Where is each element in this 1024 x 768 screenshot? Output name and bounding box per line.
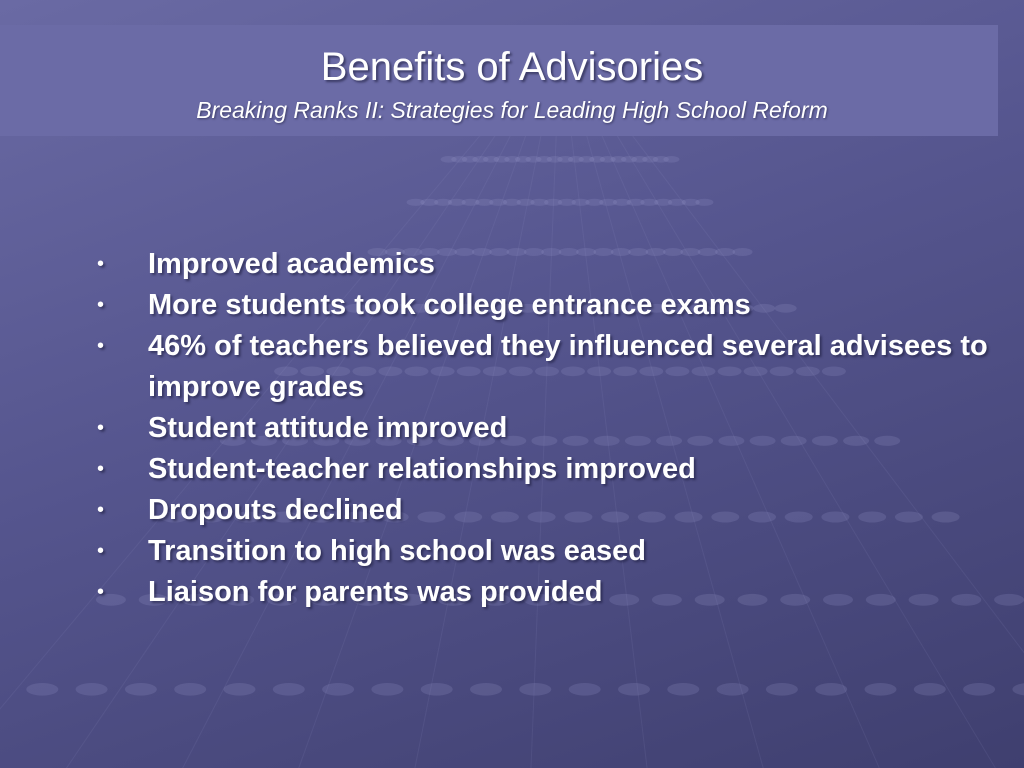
list-item [0,285,1000,326]
bullet-text: Transition to high school was eased [148,535,646,567]
list-item [0,531,1000,572]
bullet-text: Improved academics [148,248,435,280]
list-item [0,490,1000,531]
list-item [0,244,1000,285]
bullet-text: Student-teacher relationships improved [148,453,696,485]
bullet-text: More students took college entrance exams [148,289,751,321]
slide-title: Benefits of Advisories [320,45,704,89]
bullet-icon: • [97,253,105,275]
list-item [0,326,1000,408]
list-item [0,572,1000,613]
bullet-text: Dropouts declined [148,494,403,526]
bullet-list [0,244,1000,613]
bullet-icon: • [97,335,105,357]
bullet-icon: • [97,499,105,521]
bullet-text: 46% of teachers believed they influenced several advisees to improve grades [148,330,988,403]
bullet-icon: • [97,540,105,562]
list-item [0,408,1000,449]
slide-subtitle: Breaking Ranks II: Strategies for Leading High School Reform [196,97,828,123]
bullet-icon: • [97,417,105,439]
bullet-text: Liaison for parents was provided [148,576,603,608]
bullet-text: Student attitude improved [148,412,508,444]
bullet-icon: • [97,294,105,316]
bullet-icon: • [97,581,105,603]
bullet-icon: • [97,458,105,480]
list-item [0,449,1000,490]
